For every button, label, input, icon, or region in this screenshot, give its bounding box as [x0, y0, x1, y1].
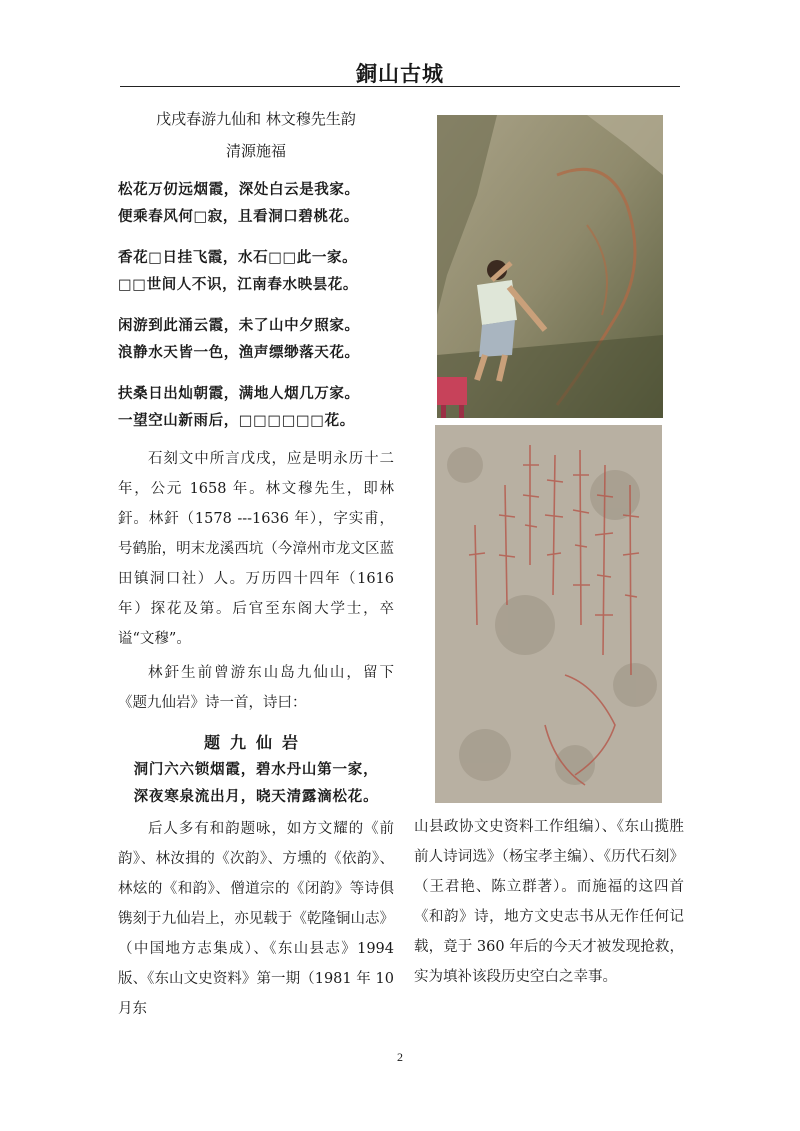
- poem-verse: 一望空山新雨后，□□□□□□花。: [118, 412, 355, 429]
- poem-stanza: [118, 380, 394, 434]
- poem-verse: 闲游到此涌云霞，未了山中夕照家。: [118, 317, 360, 334]
- poem-author: 清源施福: [225, 142, 286, 160]
- poem2-title: 题九仙岩: [203, 733, 308, 752]
- header-title: 銅山古城: [356, 61, 444, 86]
- poem-title: 戊戌春游九仙和 林文穆先生韵: [156, 110, 356, 128]
- poem-verse: □□世间人不识，江南春水映昙花。: [118, 276, 358, 293]
- body-paragraph: 后人多有和韵题咏，如方文耀的《前韵》、林汝揖的《次韵》、方壎的《依韵》、林炫的《和韵》、僧道宗的《闭韵》等诗俱镌刻于九仙岩上，亦见载于《乾隆铜山志》（中国地方志集成）、《东山县志》1994 版、《东山文史资料》第一期（1981 年 10 月东: [118, 821, 394, 1017]
- body-paragraph-continued: 山县政协文史资料工作组编）、《东山揽胜前人诗词选》（杨宝孝主编）、《历代石刻》（王君艳、陈立群著）。而施福的这四首《和韵》诗，地方文史志书从无作任何记载，竟于 360 年后的今天才被发现抢救，实为填补该段历史空白之幸事。: [414, 819, 684, 985]
- inscription-illustration: [435, 425, 662, 803]
- page-number: 2: [397, 1050, 403, 1064]
- poem-stanza: [118, 312, 394, 366]
- poem-verse: 扶桑日出灿朝霞，满地人烟几万家。: [118, 385, 360, 402]
- poem2-line: 洞门六六锁烟霞，碧水丹山第一家，: [133, 761, 379, 778]
- poem-verse: 松花万仞远烟霞，深处白云是我家。: [118, 181, 360, 198]
- rock-inscription-closeup-photo: [435, 425, 662, 803]
- rock-inscription-photo-with-person: [437, 115, 663, 418]
- right-column: [414, 812, 684, 992]
- poem-stanza: [118, 176, 394, 230]
- poem-stanza: [118, 244, 394, 298]
- header-divider: [120, 86, 680, 87]
- rock-photo-illustration: [437, 115, 663, 418]
- poem2-line: 深夜寒泉流出月，晓天清露滴松花。: [133, 788, 379, 805]
- body-paragraph: 石刻文中所言戊戌，应是明永历十二年，公元 1658 年。林文穆先生，即林釬。林釬（1578 ---1636 年），字实甫，号鹤胎，明末龙溪西坑（今漳州市龙文区蓝田镇洞口社）人。万历四十四年（1616 年）探花及第。后官至东阁大学士，卒谥“文穆”。: [118, 451, 394, 647]
- body-paragraph: 林釬生前曾游东山岛九仙山，留下《题九仙岩》诗一首，诗曰：: [118, 665, 394, 711]
- poem-verse: 浪静水天皆一色，渔声缥缈落天花。: [118, 344, 360, 361]
- poem-verse: 便乘春风何□寂，且看洞口碧桃花。: [118, 208, 359, 225]
- left-column: [118, 100, 394, 1024]
- poem-verse: 香花□日挂飞霞，水石□□此一家。: [118, 249, 358, 266]
